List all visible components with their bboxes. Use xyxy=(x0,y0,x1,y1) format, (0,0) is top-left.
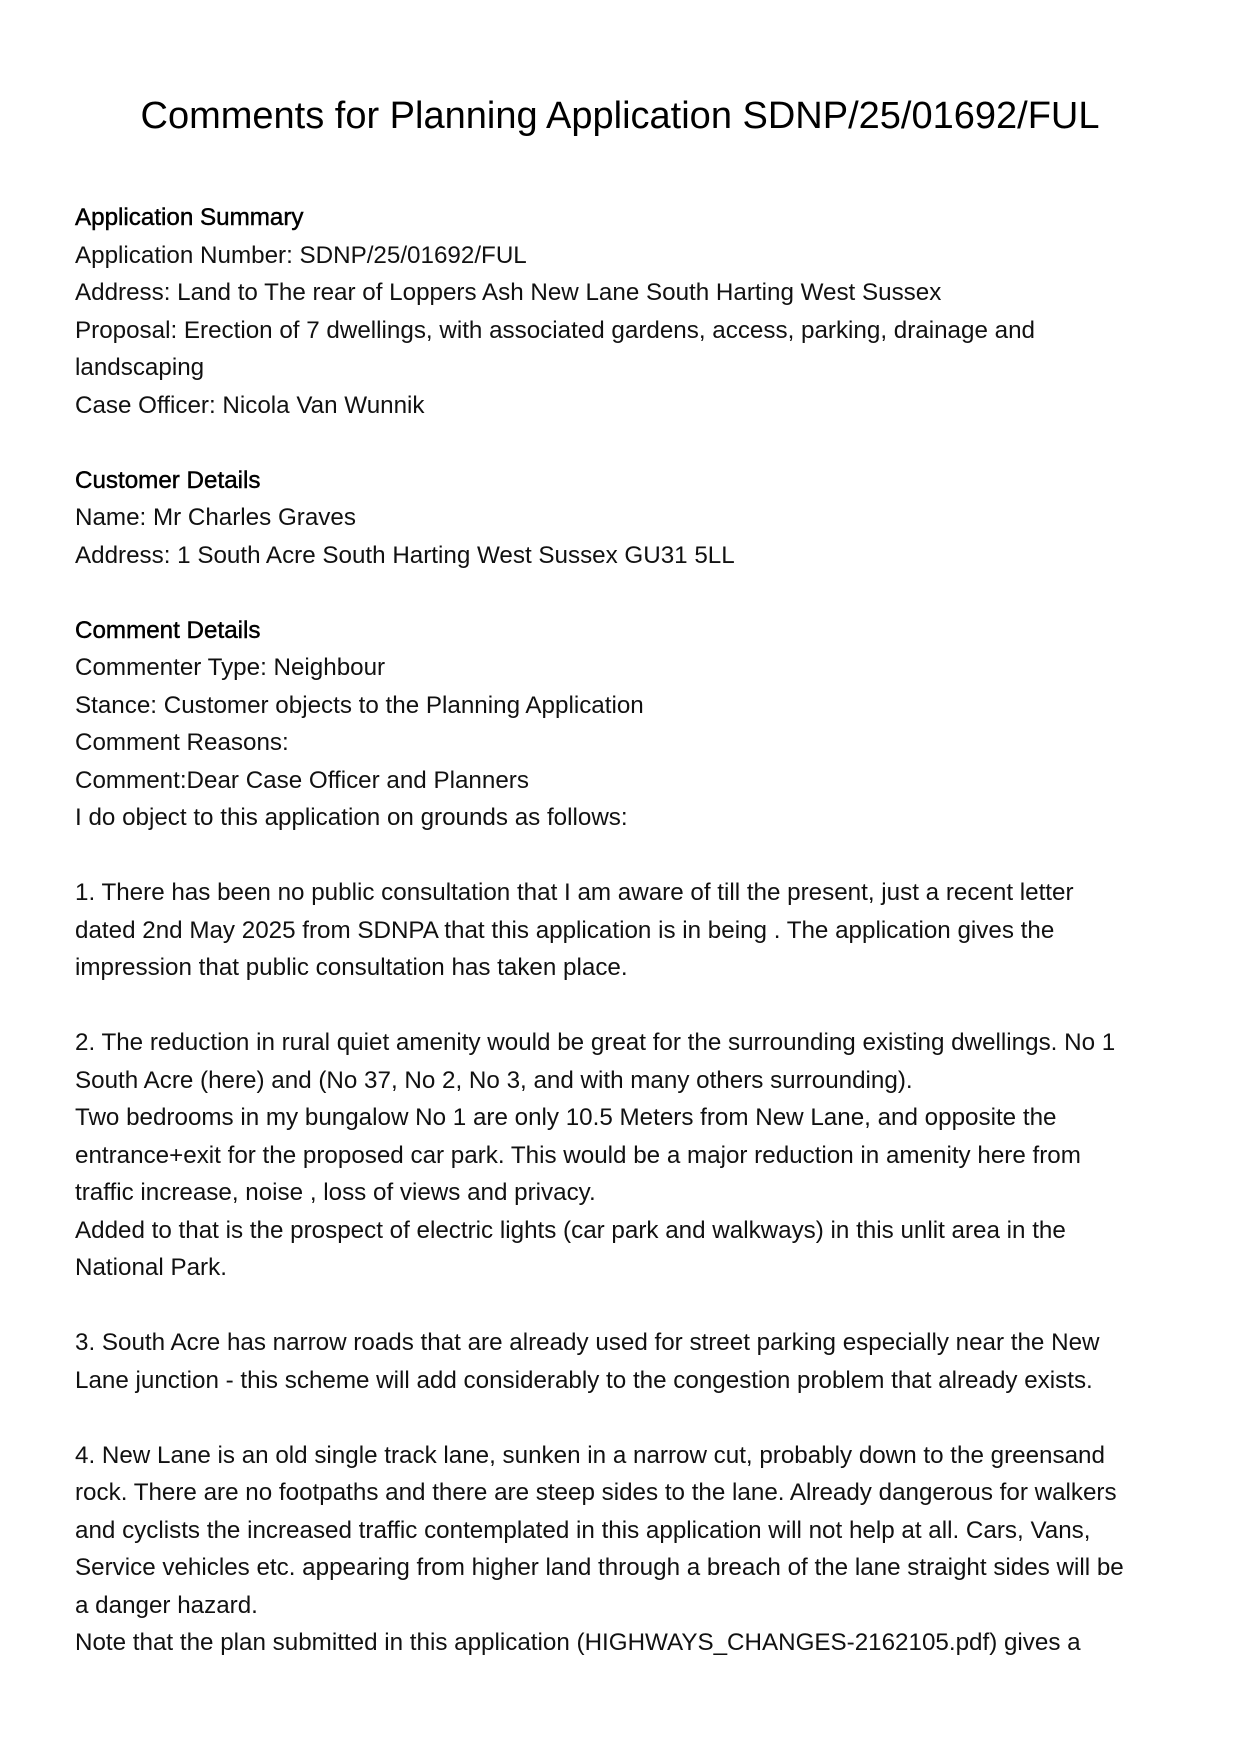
comment-line: traffic increase, noise , loss of views and privacy. xyxy=(75,1179,596,1206)
comment-line: rock. There are no footpaths and there are steep sides to the lane. Already dangerous for walkers xyxy=(75,1479,1117,1506)
comment-line: entrance+exit for the proposed car park. This would be a major reduction in amenity here from xyxy=(75,1141,1081,1169)
comment-line: impression that public consultation has taken place. xyxy=(75,954,628,981)
spacer xyxy=(75,837,1175,875)
comment-line: 2. The reduction in rural quiet amenity would be great for the surrounding existing dwellings. No 1 xyxy=(75,1029,1116,1056)
spacer xyxy=(75,424,1175,462)
comment-details-heading: Comment Details xyxy=(75,616,261,644)
spacer xyxy=(75,1399,1175,1437)
customer-details-heading: Customer Details xyxy=(75,466,261,494)
comment-line: 1. There has been no public consultation that I am aware of till the present, just a recent letter xyxy=(75,879,1074,906)
comment-line: Service vehicles etc. appearing from higher land through a breach of the lane straight sides will be xyxy=(75,1554,1124,1581)
comment-details-section xyxy=(75,612,1175,837)
comment-point-3 xyxy=(75,1324,1175,1399)
comment-reasons: Comment Reasons: xyxy=(75,729,289,756)
customer-address: Address: 1 South Acre South Harting West Sussex GU31 5LL xyxy=(75,541,735,569)
comment-point-4 xyxy=(75,1437,1175,1662)
case-officer: Case Officer: Nicola Van Wunnik xyxy=(75,391,425,419)
application-proposal-line: landscaping xyxy=(75,354,205,381)
commenter-type: Commenter Type: Neighbour xyxy=(75,654,386,681)
comment-intro: I do object to this application on grounds as follows: xyxy=(75,804,628,831)
comment-line: dated 2nd May 2025 from SDNPA that this application is in being . The application gives the xyxy=(75,916,1055,944)
comment-line: South Acre (here) and (No 37, No 2, No 3, and with many others surrounding). xyxy=(75,1066,913,1094)
application-summary-heading: Application Summary xyxy=(75,204,304,231)
application-number: Application Number: SDNP/25/01692/FUL xyxy=(75,241,527,269)
comment-line: 4. New Lane is an old single track lane, sunken in a narrow cut, probably down to the greensand xyxy=(75,1441,1105,1469)
comment-line: a danger hazard. xyxy=(75,1591,258,1619)
comment-point-2 xyxy=(75,1024,1175,1287)
spacer xyxy=(75,987,1175,1025)
comment-line: Two bedrooms in my bungalow No 1 are only 10.5 Meters from New Lane, and opposite the xyxy=(75,1104,1057,1131)
page-title: Comments for Planning Application SDNP/25/01692/FUL xyxy=(140,95,1100,137)
comment-line: and cyclists the increased traffic contemplated in this application will not help at all. Cars, Vans, xyxy=(75,1516,1091,1544)
comment-line: Note that the plan submitted in this application (HIGHWAYS_CHANGES-2162105.pdf) gives a xyxy=(75,1629,1081,1656)
comment-point-1 xyxy=(75,874,1175,987)
application-proposal-line: Proposal: Erection of 7 dwellings, with associated gardens, access, parking, drainage and xyxy=(75,316,1035,344)
spacer xyxy=(75,1287,1175,1325)
comment-line: Added to that is the prospect of electric lights (car park and walkways) in this unlit area in the xyxy=(75,1216,1066,1244)
application-address: Address: Land to The rear of Loppers Ash New Lane South Harting West Sussex xyxy=(75,279,942,306)
comment-opening: Comment:Dear Case Officer and Planners xyxy=(75,766,529,794)
comment-line: National Park. xyxy=(75,1254,227,1281)
customer-name: Name: Mr Charles Graves xyxy=(75,504,356,531)
customer-details-section xyxy=(75,462,1175,575)
stance: Stance: Customer objects to the Planning Application xyxy=(75,691,644,719)
document-body xyxy=(75,199,1175,1662)
application-summary-section xyxy=(75,199,1175,424)
comment-line: Lane junction - this scheme will add considerably to the congestion problem that already exists. xyxy=(75,1366,1093,1394)
spacer xyxy=(75,574,1175,612)
comment-line: 3. South Acre has narrow roads that are already used for street parking especially near the New xyxy=(75,1329,1100,1356)
